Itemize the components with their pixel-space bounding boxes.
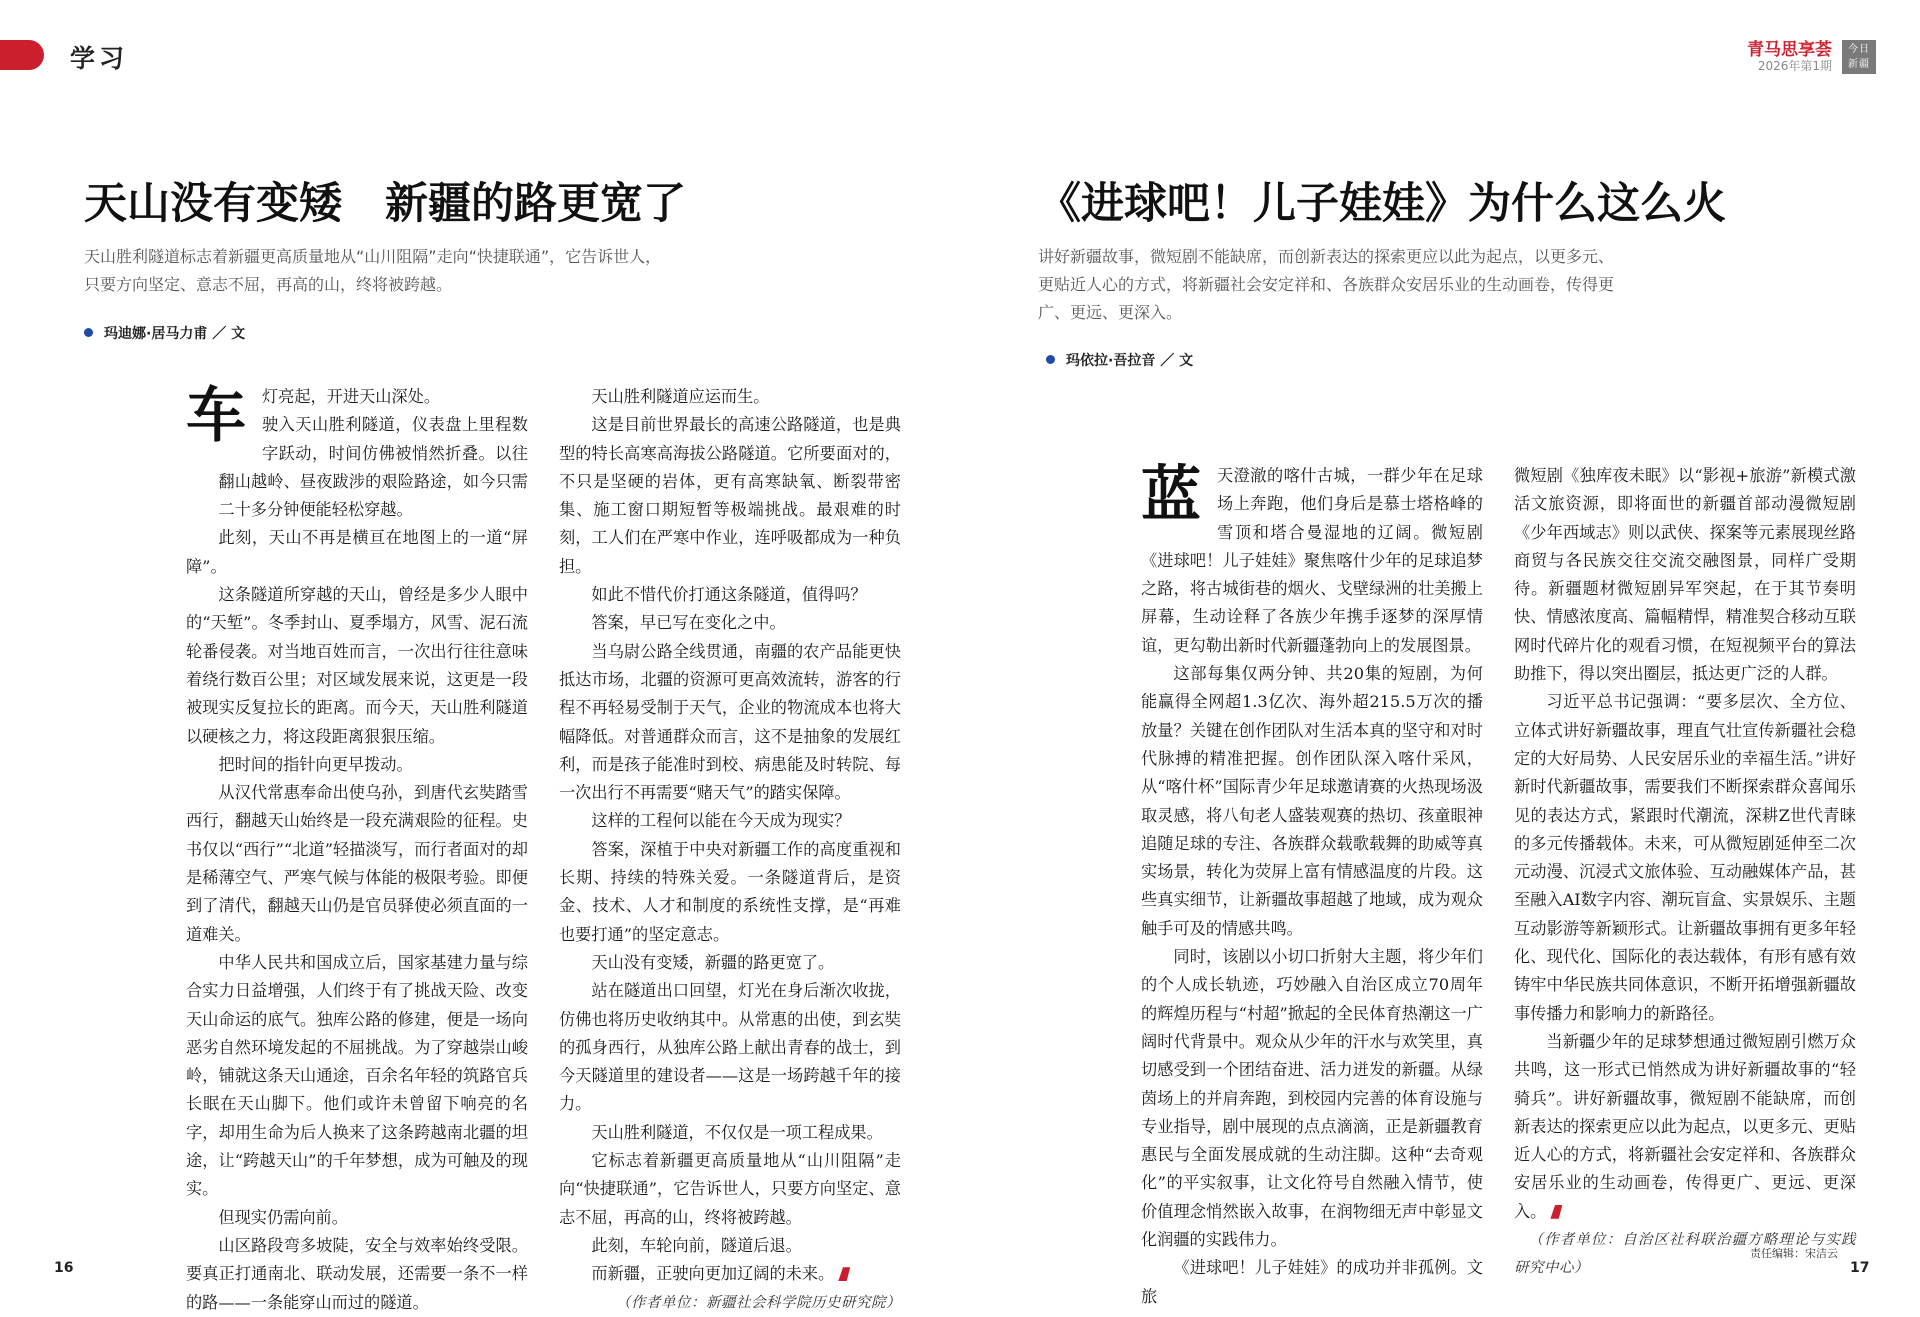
badge-line-2: 新疆	[1848, 59, 1870, 70]
paragraph: 这是目前世界最长的高速公路隧道，也是典型的特长高寒高海拔公路隧道。它所要面对的，不只是坚硬的岩体，更有高寒缺氧、断裂带密集、施工窗口期短暂等极端挑战。最艰难的时刻，工人们在严寒中作业，连呼吸都成为一种负担。	[559, 415, 901, 576]
paragraph: 习近平总书记强调：“要多层次、全方位、立体式讲好新疆故事，理直气壮宣传新疆社会稳定的大好局势、人民安居乐业的幸福生活。”讲好新时代新疆故事，需要我们不断探索群众喜闻乐见的表达方式，紧跟时代潮流，深耕Z世代青睐的多元传播载体。未来，可从微短剧延伸至二次元动漫、沉浸式文旅体验、互动融媒体产品，甚至融入AI数字内容、潮玩盲盒、实景娱乐、主题互动影游等新颖形式。让新疆故事拥有更多年轻化、现代化、国际化的表达载体，有形有感有效铸牢中华民族共同体意识，不断开拓增强新疆故事传播力和影响力的新路径。	[1514, 692, 1856, 1023]
left-article-title: 天山没有变矮 新疆的路更宽了	[84, 179, 686, 229]
right-article-column-1	[1141, 462, 1483, 1311]
paragraph: 同时，该剧以小切口折射大主题，将少年们的个人成长轨迹，巧妙融入自治区成立70周年的辉煌历程与“村超”掀起的全民体育热潮这一广阔时代背景中。观众从少年的汗水与欢笑里，真切感受到一个团结奋进、活力迸发的新疆。从绿茵场上的并肩奔跑，到校园内完善的体育设施与专业指导，剧中展现的点点滴滴，正是新疆教育惠民与全面发展成就的生动注脚。这种“去奇观化”的平实叙事，让文化符号自然融入情节，使价值理念悄然嵌入故事，在润物细无声中彰显文化润疆的实践伟力。	[1141, 947, 1483, 1250]
left-byline-text: 玛迪娜·居马力甫 ／ 文	[104, 326, 246, 342]
paragraph: 从汉代常惠奉命出使乌孙，到唐代玄奘踏雪西行，翻越天山始终是一段充满艰险的征程。史书仅以“西行”“北道”轻描淡写，而行者面对的却是稀薄空气、严寒气候与体能的极限考验。即便到了清代，翻越天山仍是官员驿使必须直面的一道难关。	[186, 783, 528, 944]
paragraph: 山区路段弯多坡陡，安全与效率始终受限。要真正打通南北、联动发展，还需要一条不一样的路——一条能穿山而过的隧道。	[186, 1235, 528, 1312]
paragraph: 把时间的指针向更早拨动。	[218, 754, 413, 774]
magazine-brand	[1747, 41, 1832, 74]
paragraph: 天山没有变矮，新疆的路更宽了。	[591, 952, 835, 972]
left-dropcap: 车	[186, 381, 246, 451]
paragraph: 车灯亮起，开进天山深处。	[186, 381, 441, 451]
paragraph: 当乌尉公路全线贯通，南疆的农产品能更快抵达市场，北疆的资源可更高效流转，游客的行程不再轻易受制于天气，企业的物流成本也将大幅降低。对普通群众而言，这不是抽象的发展红利，而是孩子能准时到校、病患能及时转院、每一次出行不再需要“赌天气”的踏实保障。	[559, 641, 901, 803]
paragraph: 如此不惜代价打通这条隧道，值得吗？	[591, 585, 867, 605]
paragraph: 这样的工程何以能在今天成为现实？	[591, 811, 851, 831]
paragraph: 但现实仍需向前。	[218, 1207, 348, 1227]
right-article-title: 《进球吧！儿子娃娃》为什么这么火	[1038, 179, 1726, 229]
right-standfirst-line: 广、更远、更深入。	[1038, 303, 1183, 322]
end-mark-icon	[1550, 1205, 1562, 1219]
right-dropcap: 蓝	[1141, 460, 1201, 530]
paragraph: 站在隧道出口回望，灯光在身后渐次收拢，仿佛也将历史收纳其中。从常惠的出使，到玄奘的孤身西行，从独库公路上献出青春的战士，到今天隧道里的建设者——这是一场跨越千年的接力。	[559, 981, 901, 1114]
right-article-byline	[1046, 350, 1193, 370]
paragraph: 答案，早已写在变化之中。	[591, 613, 786, 633]
right-article-standfirst	[1038, 243, 1678, 327]
left-article-column-1	[186, 383, 528, 1317]
paragraph: 它标志着新疆更高质量地从“山川阻隔”走向“快捷联通”，它告诉世人，只要方向坚定、意志不屈，再高的山，终将被跨越。	[559, 1151, 901, 1227]
paragraph: 微短剧《独库夜未眠》以“影视+旅游”新模式激活文旅资源，即将面世的新疆首部动漫微短剧《少年西域志》则以武侠、探案等元素展现丝路商贸与各民族交往交流交融图景，同样广受期待。新疆题材微短剧异军突起，在于其节奏明快、情感浓度高、篇幅精悍，精准契合移动互联网时代碎片化的观看习惯，在短视频平台的算法助推下，得以突出圈层，抵达更广泛的人群。	[1514, 466, 1856, 684]
byline-bullet-icon	[84, 328, 93, 337]
left-standfirst-line: 天山胜利隧道标志着新疆更高质量地从“山川阻隔”走向“快捷联通”，它告诉世人，	[84, 247, 662, 266]
left-article-column-2	[559, 383, 901, 1317]
paragraph: 这部每集仅两分钟、共20集的短剧，为何能赢得全网超1.3亿次、海外超215.5万次的播放量？关键在创作团队对生活本真的坚守和对时代脉搏的精准把握。创作团队深入喀什采风，从“喀什杯”国际青少年足球邀请赛的火热现场汲取灵感，将八旬老人盛装观赛的热切、孩童眼神追随足球的专注、各族群众载歌载舞的助威等真实场景，转化为荧屏上富有情感温度的片段。这些真实细节，让新疆故事超越了地域，成为观众触手可及的情感共鸣。	[1141, 664, 1483, 938]
left-author-note: （作者单位：新疆社会科学院历史研究院）	[616, 1294, 901, 1311]
paragraph: 此刻，车轮向前，隧道后退。	[591, 1235, 802, 1255]
section-tab-marker	[0, 40, 44, 70]
paragraph: 此刻，天山不再是横亘在地图上的一道“屏障”。	[186, 528, 528, 576]
brand-badge	[1842, 40, 1876, 74]
paragraph: 而新疆，正驶向更加辽阔的未来。	[559, 1260, 901, 1288]
right-author-note: （作者单位：自治区社科联治疆方略理论与实践研究中心）	[1514, 1232, 1856, 1277]
editor-credit: 责任编辑：宋洁云	[1750, 1247, 1838, 1260]
left-article-byline	[84, 323, 245, 343]
badge-line-1: 今日	[1848, 44, 1870, 55]
right-article-column-2	[1514, 462, 1856, 1283]
right-standfirst-line: 讲好新疆故事，微短剧不能缺席，而创新表达的探索更应以此为起点，以更多元、	[1038, 247, 1615, 266]
paragraph: 驶入天山胜利隧道，仪表盘上里程数字跃动，时间仿佛被悄然折叠。以往翻山越岭、昼夜跋涉的艰险路途，如今只需二十多分钟便能轻松穿越。	[218, 415, 528, 520]
issue-label: 2026年第1期	[1757, 59, 1832, 73]
page-number-right: 17	[1850, 1260, 1870, 1276]
brand-name: 青马思享荟	[1747, 40, 1832, 60]
page-number-left: 16	[54, 1260, 74, 1276]
section-name: 学习	[70, 44, 129, 73]
paragraph: 天山胜利隧道应运而生。	[591, 387, 770, 406]
right-byline-text: 玛依拉·吾拉音 ／ 文	[1066, 353, 1194, 369]
paragraph: 《进球吧！儿子娃娃》的成功并非孤例。文旅	[1141, 1258, 1483, 1306]
paragraph: 天山胜利隧道，不仅仅是一项工程成果。	[591, 1122, 883, 1142]
left-standfirst-line: 只要方向坚定、意志不屈，再高的山，终将被跨越。	[84, 275, 453, 294]
byline-bullet-icon	[1046, 355, 1055, 364]
paragraph: 答案，深植于中央对新疆工作的高度重视和长期、持续的特殊关爱。一条隧道背后，是资金、技术、人才和制度的系统性支撑，是“再难也要打通”的坚定意志。	[559, 839, 901, 944]
paragraph: 中华人民共和国成立后，国家基建力量与综合实力日益增强，人们终于有了挑战天险、改变天山命运的底气。独库公路的修建，便是一场向恶劣自然环境发起的不屈挑战。为了穿越崇山峻岭，铺就这条天山通途，百余名年轻的筑路官兵长眠在天山脚下。他们或许未曾留下响亮的名字，却用生命为后人换来了这条跨越南北疆的坦途，让“跨越天山”的千年梦想，成为可触及的现实。	[186, 952, 528, 1199]
paragraph: 当新疆少年的足球梦想通过微短剧引燃万众共鸣，这一形式已悄然成为讲好新疆故事的“轻骑兵”。讲好新疆故事，微短剧不能缺席，而创新表达的探索更应以此为起点，以更多元、更贴近人心的方式，将新疆社会安定祥和、各族群众安居乐业的生动画卷，传得更广、更远、更深入。	[1514, 1031, 1856, 1221]
paragraph: 蓝天澄澈的喀什古城，一群少年在足球场上奔跑，他们身后是慕士塔格峰的雪顶和塔合曼湿地的辽阔。微短剧《进球吧！儿子娃娃》聚焦喀什少年的足球追梦之路，将古城街巷的烟火、戈壁绿洲的壮美搬上屏幕，生动诠释了各族少年携手逐梦的深厚情谊，更勾勒出新时代新疆蓬勃向上的发展图景。	[1141, 460, 1483, 655]
paragraph: 这条隧道所穿越的天山，曾经是多少人眼中的“天堑”。冬季封山、夏季塌方，风雪、泥石流轮番侵袭。对当地百姓而言，一次出行往往意味着绕行数百公里；对区域发展来说，这更是一段被现实反复拉长的距离。而今天，天山胜利隧道以硬核之力，将这段距离狠狠压缩。	[186, 585, 528, 746]
end-mark-icon	[838, 1267, 850, 1281]
right-standfirst-line: 更贴近人心的方式，将新疆社会安定祥和、各族群众安居乐业的生动画卷，传得更	[1038, 275, 1615, 294]
left-article-standfirst	[84, 243, 724, 299]
